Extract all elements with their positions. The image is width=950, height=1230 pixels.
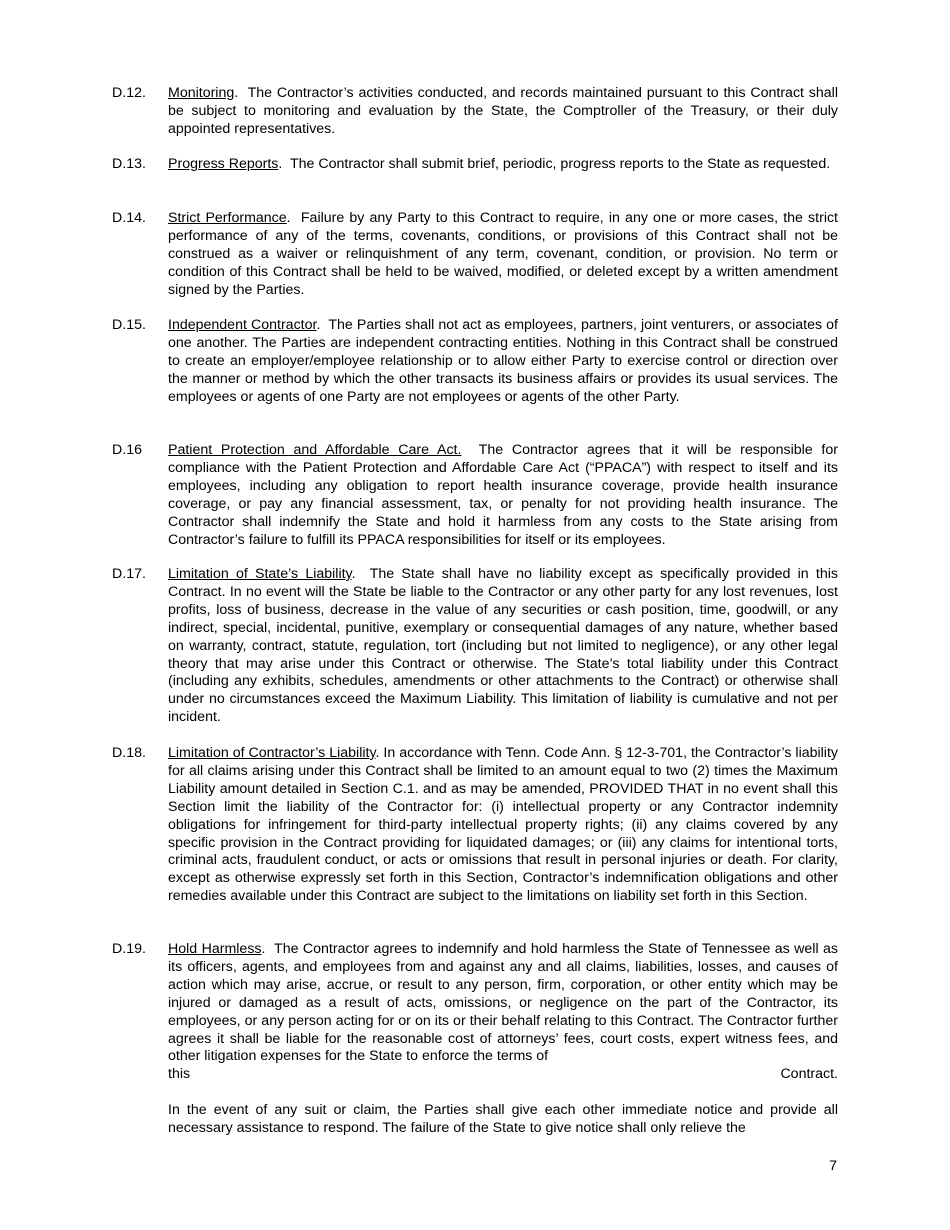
clause-d12 [0, 85, 950, 139]
clause-number: D.17. [112, 566, 146, 582]
clause-d17 [0, 566, 950, 727]
clause-d19 [0, 941, 950, 1084]
clause-text: Strict Performance. Failure by any Party to this Contract to require, in any one or more cases, the strict performance of any of the terms, covenants, conditions, or provisions of this Contract shall not be construed as a waiver or relinquishment of any term, covenant, condition, or provision. No term or condition of this Contract shall be held to be waived, modified, or deleted except by a written amendment signed by the Parties. [168, 210, 839, 298]
page-number: 7 [829, 1158, 837, 1174]
clause-number: D.18. [112, 745, 146, 761]
clause-d13 [0, 156, 950, 174]
clause-last-line: this Contract. [168, 1066, 838, 1083]
clause-body: The Contractor agrees that it will be responsible for compliance with the Patient Protection and Affordable Care Act (“PPACA”) with respect to itself and its employees, including any obligation to report health insurance coverage, provide health insurance coverage, or pay any financial assessment, tax, or penalty for not providing health insurance. The Contractor shall indemnify the State and hold it harmless from any costs to the State arising from Contractor’s failure to fulfill its PPACA responsibilities for itself or its employees. [168, 442, 838, 548]
clause-d18 [0, 745, 950, 906]
clause-heading: Limitation of Contractor’s Liability [168, 745, 376, 761]
clause-body: The Contractor agrees to indemnify and hold harmless the State of Tennessee as well as its officers, agents, and employees from and against any and all claims, liabilities, losses, and causes of action which may arise, accrue, or result to any person, firm, corporation, or other entity which may be injured or damaged as a result of acts, omissions, or negligence on the part of the Contractor, its employees, or any person acting for or on its or their behalf relating to this Contract. The Contractor further agrees it shall be liable for the reasonable cost of attorneys’ fees, court costs, expert witness fees, and other litigation expenses for the State to enforce the terms of [168, 941, 839, 1065]
clause-text: Progress Reports. The Contractor shall submit brief, periodic, progress reports to the State as requested. [168, 156, 831, 172]
clause-body: Failure by any Party to this Contract to require, in any one or more cases, the strict performance of any of the terms, covenants, conditions, or provisions of this Contract shall not be construed as a waiver or relinquishment of any term, covenant, condition, or provision. No term or condition of this Contract shall be held to be waived, modified, or deleted except by a written amendment signed by the Parties. [168, 210, 839, 298]
clause-text: Hold Harmless. The Contractor agrees to indemnify and hold harmless the State of Tennessee as well as its officers, agents, and employees from and against any and all claims, liabilities, losses, and causes of action which may arise, accrue, or result to any person, firm, corporation, or other entity which may be injured or damaged as a result of acts, omissions, or negligence on the part of the Contractor, its employees, or any person acting for or on its or their behalf relating to this Contract. The Contractor further agrees it shall be liable for the reasonable cost of attorneys’ fees, court costs, expert witness fees, and other litigation expenses for the State to enforce the terms of [168, 941, 839, 1065]
clause-heading: Independent Contractor [168, 317, 317, 333]
clause-d15 [0, 317, 950, 407]
clause-text: Limitation of State’s Liability. The State shall have no liability except as specifically provided in this Contract. In no event will the State be liable to the Contractor or any other party for any lost revenues, lost profits, loss of business, decrease in the value of any securities or cash position, time, goodwill, or any indirect, special, incidental, punitive, exemplary or consequential damages of any nature, whether based on warranty, contract, statute, regulation, tort (including but not limited to negligence), or any other legal theory that may arise under this Contract or otherwise. The State’s total liability under this Contract (including any exhibits, schedules, amendments or other attachments to the Contract) or otherwise shall under no circumstances exceed the Maximum Liability. This limitation of liability is cumulative and not per incident. [168, 566, 838, 726]
clause-heading: Patient Protection and Affordable Care Act. [168, 442, 462, 458]
clause-text [168, 442, 838, 549]
clause-number: D.19. [112, 941, 146, 957]
clause-d16 [0, 442, 950, 549]
clause-number: D.16 [112, 442, 142, 458]
clause-text: Limitation of Contractor’s Liability. In accordance with Tenn. Code Ann. § 12-3-701, the Contractor’s liability for all claims arising under this Contract shall be limited to an amount equal to two (2) times the Maximum Liability amount detailed in Section C.1. and as may be amended, PROVIDED THAT in no event shall this Section limit the liability of the Contractor for: (i) intellectual property or any Contractor indemnity obligations for infringement for third-party intellectual property rights; (ii) any claims covered by any specific provision in the Contract providing for liquidated damages; or (iii) any claims for intentional torts, criminal acts, fraudulent conduct, or acts or omissions that result in personal injuries or death. For clarity, except as otherwise expressly set forth in this Section, Contractor’s indemnification obligations and other remedies available under this Contract are subject to the limitations on liability set forth in this Section. [168, 745, 838, 905]
clause-text: Monitoring. The Contractor’s activities conducted, and records maintained pursuant to this Contract shall be subject to monitoring and evaluation by the State, the Comptroller of the Treasury, or their duly appointed representatives. [168, 85, 838, 137]
clause-body: The Parties shall not act as employees, partners, joint venturers, or associates of one another. The Parties are independent contracting entities. Nothing in this Contract shall be construed to create an employer/employee relationship or to allow either Party to exercise control or direction over the manner or method by which the other transacts its business affairs or provides its usual services. The employees or agents of one Party are not employees or agents of the other Party. [168, 317, 838, 405]
clause-number: D.12. [112, 85, 146, 101]
clause-number: D.13. [112, 156, 146, 172]
continuation-text: In the event of any suit or claim, the Parties shall give each other immediate notice and provide all necessary assistance to respond. The failure of the State to give notice shall only relieve the [168, 1102, 838, 1136]
clause-d14 [0, 210, 950, 300]
clause-number: D.14. [112, 210, 146, 226]
clause-body: The Contractor shall submit brief, periodic, progress reports to the State as requested. [289, 156, 831, 172]
clause-body: The Contractor’s activities conducted, and records maintained pursuant to this Contract shall be subject to monitoring and evaluation by the State, the Comptroller of the Treasury, or their duly appointed representatives. [168, 85, 838, 137]
clause-heading: Progress Reports [168, 156, 279, 172]
clause-heading: Hold Harmless [168, 941, 262, 957]
clause-number: D.15. [112, 317, 146, 333]
clause-body: In accordance with Tenn. Code Ann. § 12-3-701, the Contractor’s liability for all claims arising under this Contract shall be limited to an amount equal to two (2) times the Maximum Liability amount detailed in Section C.1. and as may be amended, PROVIDED THAT in no event shall this Section limit the liability of the Contractor for: (i) intellectual property or any Contractor indemnity obligations for infringement for third-party intellectual property rights; (ii) any claims covered by any specific provision in the Contract providing for liquidated damages; or (iii) any claims for intentional torts, criminal acts, fraudulent conduct, or acts or omissions that result in personal injuries or death. For clarity, except as otherwise expressly set forth in this Section, Contractor’s indemnification obligations and other remedies available under this Contract are subject to the limitations on liability set forth in this Section. [168, 745, 838, 905]
clause-heading: Strict Performance [168, 210, 287, 226]
clause-text: Independent Contractor. The Parties shall not act as employees, partners, joint venturers, or associates of one another. The Parties are independent contracting entities. Nothing in this Contract shall be construed to create an employer/employee relationship or to allow either Party to exercise control or direction over the manner or method by which the other transacts its business affairs or provides its usual services. The employees or agents of one Party are not employees or agents of the other Party. [168, 317, 838, 405]
clause-body: The State shall have no liability except as specifically provided in this Contract. In no event will the State be liable to the Contractor or any other party for any lost revenues, lost profits, loss of business, decrease in the value of any securities or cash position, time, goodwill, or any indirect, special, incidental, punitive, exemplary or consequential damages of any nature, whether based on warranty, contract, statute, regulation, tort (including but not limited to negligence), or any other legal theory that may arise under this Contract or otherwise. The State’s total liability under this Contract (including any exhibits, schedules, amendments or other attachments to the Contract) or otherwise shall under no circumstances exceed the Maximum Liability. This limitation of liability is cumulative and not per incident. [168, 566, 838, 726]
clause-heading: Limitation of State’s Liability [168, 566, 352, 582]
clause-heading: Monitoring [168, 85, 235, 101]
continuation-paragraph [0, 1102, 950, 1138]
